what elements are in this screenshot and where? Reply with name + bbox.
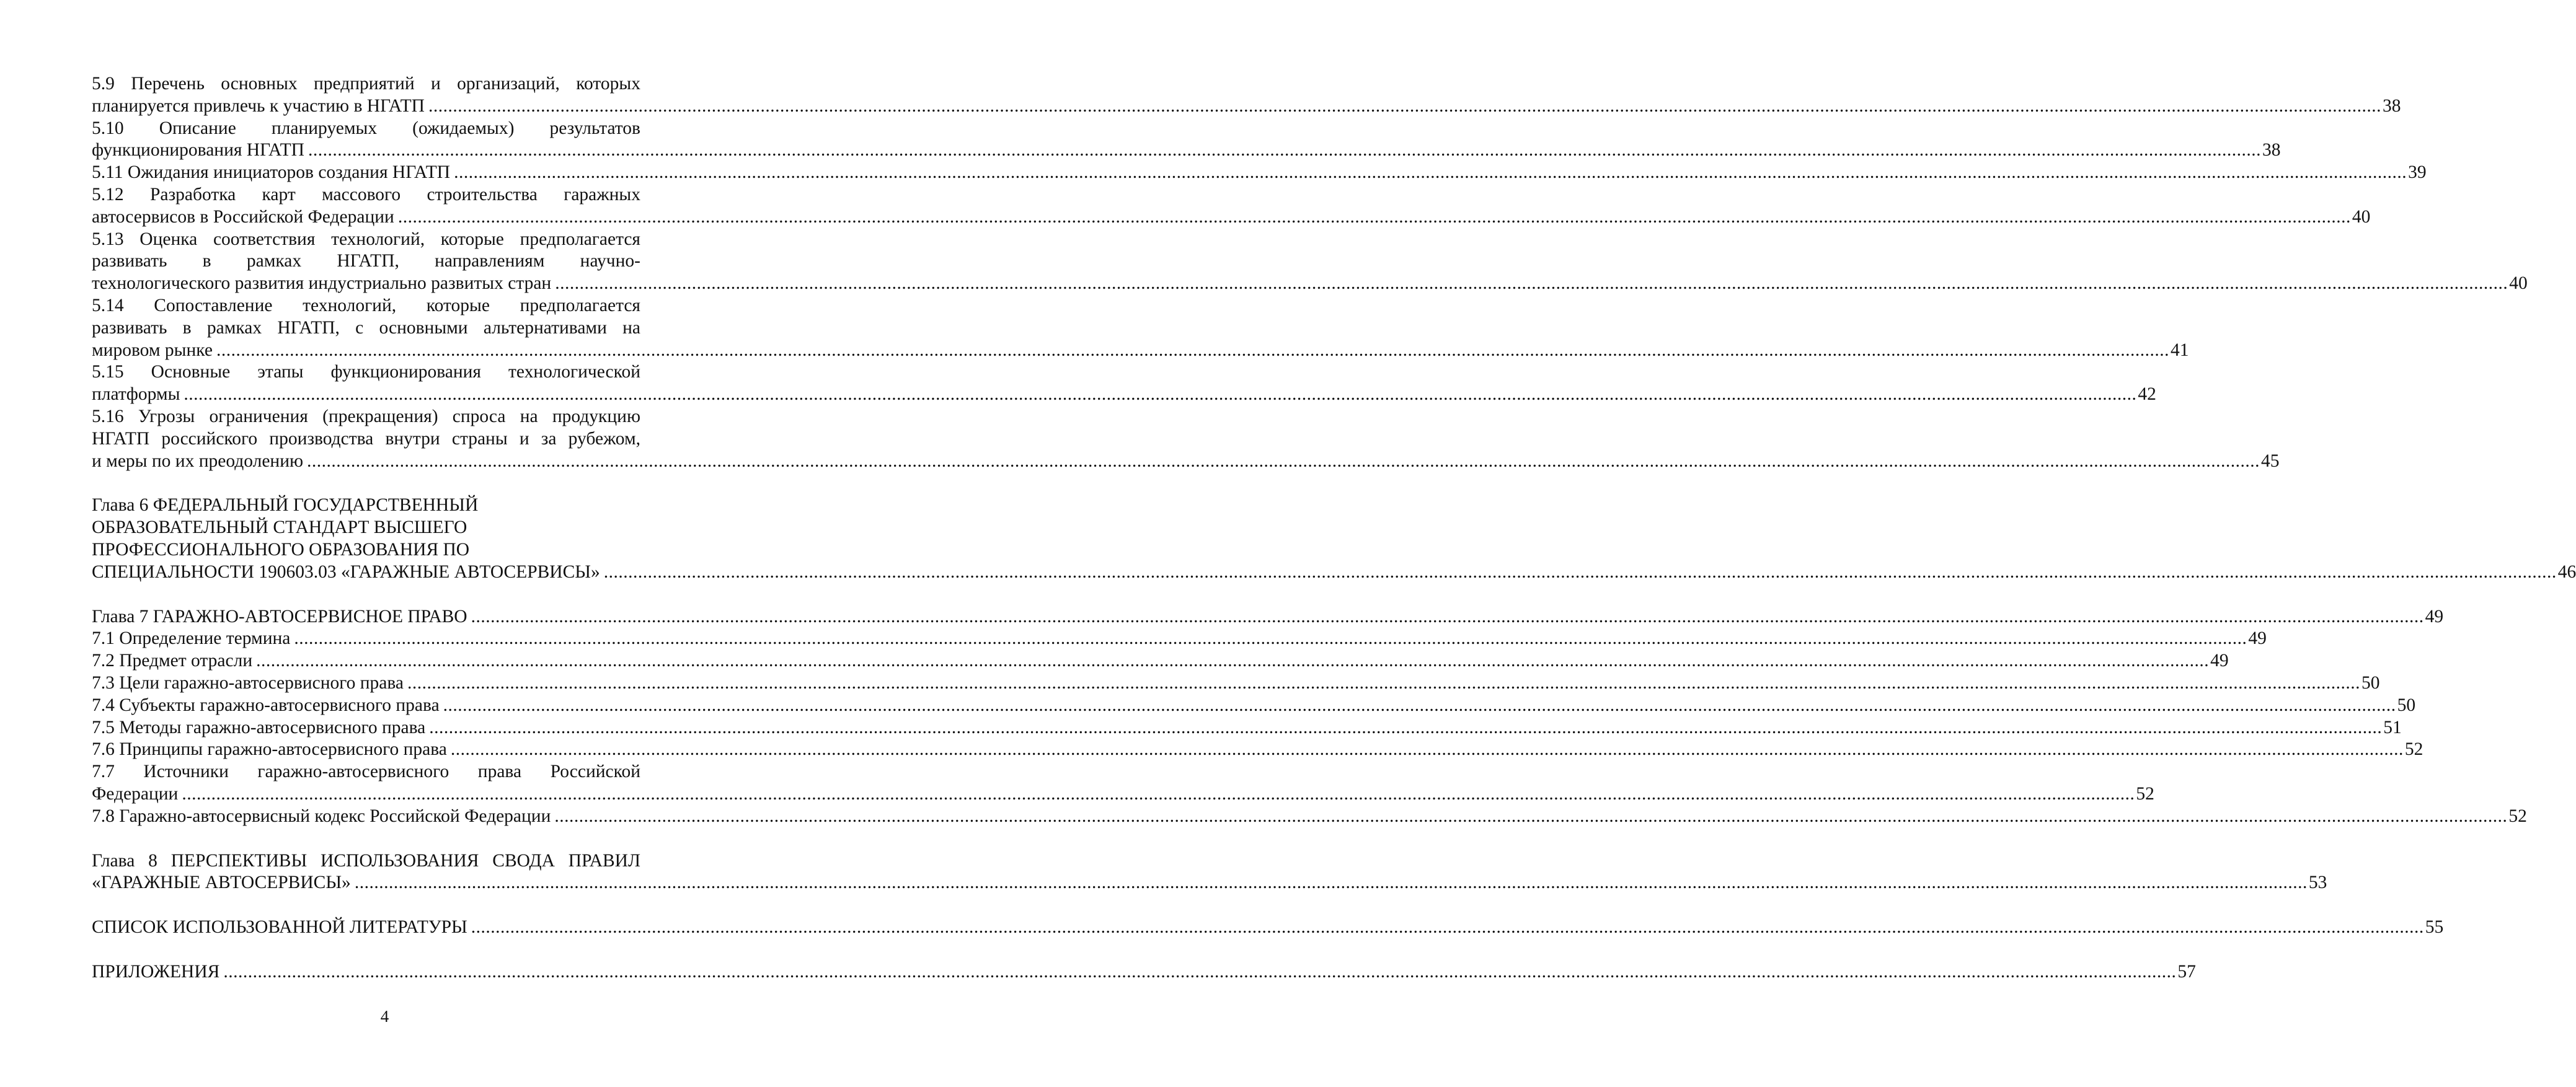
- toc-entry-refs[interactable]: [92, 917, 2444, 939]
- section-gap: [92, 939, 682, 961]
- toc-entry-5-13[interactable]: [92, 229, 2528, 295]
- toc-page-number: 53: [2308, 873, 2327, 893]
- toc-entry-7-5[interactable]: [92, 717, 2402, 739]
- toc-dot-leader: ................................................................................................................................................................................................................................................................................................................................................................................................................: [554, 806, 2508, 826]
- toc-page-number: 45: [2261, 451, 2280, 471]
- toc-entry-title: 5.11 Ожидания инициаторов создания НГАТП: [92, 162, 451, 183]
- toc-entry-title: планируется привлечь к участию в НГАТП: [92, 95, 425, 116]
- toc-entry-title: мировом рынке: [92, 340, 213, 360]
- toc-entry-ch8[interactable]: [92, 850, 2327, 895]
- toc-dot-leader: ................................................................................................................................................................................................................................................................................................................................................................................................................: [256, 651, 2210, 671]
- toc-page-number: 52: [2508, 806, 2527, 826]
- toc-entry-appendix[interactable]: [92, 961, 2196, 984]
- toc-dot-leader: ................................................................................................................................................................................................................................................................................................................................................................................................................: [555, 273, 2508, 294]
- toc-entry-text-line: 5.16 Угрозы ограничения (прекращения) спроса на продукцию: [92, 406, 640, 426]
- toc-entry-7-7[interactable]: [92, 761, 2154, 806]
- section-gap: [92, 472, 682, 495]
- toc-entry-7-3[interactable]: [92, 672, 2380, 695]
- toc-page-number: 39: [2408, 162, 2427, 183]
- toc-entry-5-10[interactable]: [92, 118, 2281, 162]
- toc-entry-last-line: [92, 717, 2402, 739]
- toc-page-number: 42: [2138, 384, 2156, 405]
- toc-entry-title: 7.1 Определение термина: [92, 628, 291, 649]
- toc-page-number: 52: [2404, 739, 2423, 760]
- toc-entry-text-line: 5.10 Описание планируемых (ожидаемых) результатов: [92, 118, 640, 138]
- toc-entry-7-4[interactable]: [92, 695, 2416, 717]
- toc-entry-last-line: [92, 917, 2444, 939]
- toc-entry-last-line: [92, 672, 2380, 695]
- toc-page-number: 40: [2509, 273, 2528, 294]
- toc-entry-title: технологического развития индустриально развитых стран: [92, 273, 552, 294]
- toc-dot-leader: ................................................................................................................................................................................................................................................................................................................................................................................................................: [223, 961, 2177, 982]
- toc-entry-last-line: [92, 606, 2444, 628]
- toc-dot-leader: ................................................................................................................................................................................................................................................................................................................................................................................................................: [216, 340, 2169, 360]
- toc-entry-title: СПЕЦИАЛЬНОСТИ 190603.03 «ГАРАЖНЫЕ АВТОСЕРВИСЫ»: [92, 561, 600, 582]
- toc-page-number: 49: [2425, 606, 2444, 627]
- toc-entry-5-14[interactable]: [92, 295, 2189, 361]
- toc-entry-5-9[interactable]: [92, 73, 2401, 118]
- toc-entry-title: СПИСОК ИСПОЛЬЗОВАННОЙ ЛИТЕРАТУРЫ: [92, 917, 467, 938]
- toc-dot-leader: ................................................................................................................................................................................................................................................................................................................................................................................................................: [307, 451, 2260, 471]
- toc-entry-last-line: [92, 384, 2156, 406]
- toc-entry-text-line: 7.7 Источники гаражно-автосервисного права Российской: [92, 762, 640, 782]
- toc-entry-last-line: [92, 806, 2527, 828]
- toc-page-number: 51: [2383, 717, 2402, 737]
- toc-dot-leader: ................................................................................................................................................................................................................................................................................................................................................................................................................: [603, 561, 2557, 582]
- toc-page-number: 38: [2262, 140, 2281, 161]
- toc-page-number: 38: [2382, 95, 2401, 116]
- toc-entry-5-15[interactable]: [92, 361, 2156, 406]
- toc-entry-last-line: [92, 695, 2416, 717]
- toc-dot-leader: ................................................................................................................................................................................................................................................................................................................................................................................................................: [397, 206, 2351, 227]
- toc-page-number: 52: [2136, 783, 2154, 804]
- toc-entry-7-1[interactable]: [92, 628, 2267, 650]
- toc-dot-leader: ................................................................................................................................................................................................................................................................................................................................................................................................................: [471, 606, 2424, 627]
- section-gap: [92, 584, 682, 606]
- toc-entry-text-line: 5.9 Перечень основных предприятий и организаций, которых: [92, 74, 640, 94]
- toc-entry-title: 7.8 Гаражно-автосервисный кодекс Российской Федерации: [92, 806, 551, 826]
- toc-page-number: 41: [2170, 340, 2189, 360]
- toc-entry-7-8[interactable]: [92, 806, 2527, 828]
- toc-entry-ch7[interactable]: [92, 606, 2444, 628]
- toc-heading-line: ОБРАЗОВАТЕЛЬНЫЙ СТАНДАРТ ВЫСШЕГО: [92, 517, 467, 538]
- toc-entry-text-line: 5.13 Оценка соответствия технологий, которые предполагается: [92, 229, 640, 249]
- toc-page-number: 46: [2557, 561, 2576, 582]
- section-gap: [92, 828, 682, 850]
- toc-entry-title: Федерации: [92, 783, 179, 804]
- toc-dot-leader: ................................................................................................................................................................................................................................................................................................................................................................................................................: [428, 95, 2381, 116]
- toc-entry-text-line: развивать в рамках НГАТП, направлениям научно-: [92, 251, 640, 271]
- toc-entry-last-line: [92, 162, 2427, 184]
- toc-entry-last-line: [92, 961, 2196, 984]
- toc-entry-text-line: НГАТП российского производства внутри страны и за рубежом,: [92, 428, 640, 449]
- toc-entry-text-line: 5.14 Сопоставление технологий, которые предполагается: [92, 295, 640, 315]
- toc-dot-leader: ................................................................................................................................................................................................................................................................................................................................................................................................................: [443, 695, 2396, 715]
- toc-entry-last-line: [92, 139, 2281, 162]
- toc-entry-title: «ГАРАЖНЫЕ АВТОСЕРВИСЫ»: [92, 873, 351, 893]
- toc-entry-5-12[interactable]: [92, 184, 2371, 229]
- toc-dot-leader: ................................................................................................................................................................................................................................................................................................................................................................................................................: [471, 917, 2424, 938]
- toc-entry-last-line: [92, 451, 2280, 473]
- toc-entry-text-line: 5.12 Разработка карт массового строительства гаражных: [92, 184, 640, 205]
- toc-entry-title: автосервисов в Российской Федерации: [92, 206, 394, 227]
- toc-entry-title: 7.3 Цели гаражно-автосервисного права: [92, 672, 404, 693]
- toc-entry-last-line: [92, 628, 2267, 650]
- toc-entry-title: 7.5 Методы гаражно-автосервисного права: [92, 717, 426, 737]
- toc-page-number: 57: [2177, 961, 2196, 982]
- toc-entry-last-line: [92, 872, 2327, 894]
- toc-entry-last-line: [92, 739, 2423, 761]
- toc-entry-7-6[interactable]: [92, 739, 2423, 761]
- toc-heading-line: Глава 6 ФЕДЕРАЛЬНЫЙ ГОСУДАРСТВЕННЫЙ: [92, 495, 479, 516]
- toc-entry-title: 7.2 Предмет отрасли: [92, 651, 253, 671]
- toc-entry-title: функционирования НГАТП: [92, 140, 304, 161]
- toc-entry-text-line: Глава 8 ПЕРСПЕКТИВЫ ИСПОЛЬЗОВАНИЯ СВОДА ПРАВИЛ: [92, 850, 640, 871]
- toc-entry-5-16[interactable]: [92, 406, 2280, 472]
- toc-page-number: 50: [2397, 695, 2416, 715]
- toc-entry-ch6[interactable]: [92, 495, 2576, 583]
- toc-entry-title: платформы: [92, 384, 180, 405]
- toc-entry-title: и меры по их преодолению: [92, 451, 304, 471]
- toc-dot-leader: ................................................................................................................................................................................................................................................................................................................................................................................................................: [354, 873, 2308, 893]
- toc-entry-last-line: [92, 95, 2401, 118]
- table-of-contents: [92, 73, 2576, 984]
- toc-entry-5-11[interactable]: [92, 162, 2427, 184]
- toc-entry-text-line: развивать в рамках НГАТП, с основными альтернативами на: [92, 317, 640, 338]
- toc-page-number: 49: [2248, 628, 2267, 649]
- toc-page-number: 40: [2352, 206, 2371, 227]
- toc-entry-title: ПРИЛОЖЕНИЯ: [92, 961, 220, 982]
- toc-entry-7-2[interactable]: [92, 650, 2229, 672]
- toc-entry-title: 7.6 Принципы гаражно-автосервисного права: [92, 739, 447, 760]
- toc-entry-text-line: 5.15 Основные этапы функционирования технологической: [92, 362, 640, 382]
- toc-dot-leader: ................................................................................................................................................................................................................................................................................................................................................................................................................: [429, 717, 2383, 737]
- toc-page-number: 55: [2425, 917, 2444, 938]
- toc-entry-title: 7.4 Субъекты гаражно-автосервисного права: [92, 695, 440, 715]
- toc-dot-leader: ................................................................................................................................................................................................................................................................................................................................................................................................................: [184, 384, 2137, 405]
- toc-entry-last-line: [92, 650, 2229, 672]
- toc-entry-last-line: [92, 561, 2576, 584]
- toc-entry-last-line: [92, 273, 2528, 295]
- toc-page-number: 49: [2210, 651, 2229, 671]
- section-gap: [92, 894, 682, 917]
- toc-dot-leader: ................................................................................................................................................................................................................................................................................................................................................................................................................: [454, 162, 2407, 183]
- toc-dot-leader: ................................................................................................................................................................................................................................................................................................................................................................................................................: [407, 672, 2360, 693]
- toc-heading-line: ПРОФЕССИОНАЛЬНОГО ОБРАЗОВАНИЯ ПО: [92, 539, 470, 560]
- page-number: 4: [380, 1007, 389, 1026]
- toc-entry-title: Глава 7 ГАРАЖНО-АВТОСЕРВИСНОЕ ПРАВО: [92, 606, 467, 627]
- toc-entry-last-line: [92, 206, 2371, 229]
- toc-entry-last-line: [92, 340, 2189, 362]
- toc-dot-leader: ................................................................................................................................................................................................................................................................................................................................................................................................................: [450, 739, 2404, 760]
- toc-dot-leader: ................................................................................................................................................................................................................................................................................................................................................................................................................: [294, 628, 2247, 649]
- toc-dot-leader: ................................................................................................................................................................................................................................................................................................................................................................................................................: [182, 783, 2135, 804]
- toc-page-number: 50: [2361, 672, 2380, 693]
- toc-entry-last-line: [92, 783, 2154, 806]
- toc-dot-leader: ................................................................................................................................................................................................................................................................................................................................................................................................................: [308, 140, 2261, 161]
